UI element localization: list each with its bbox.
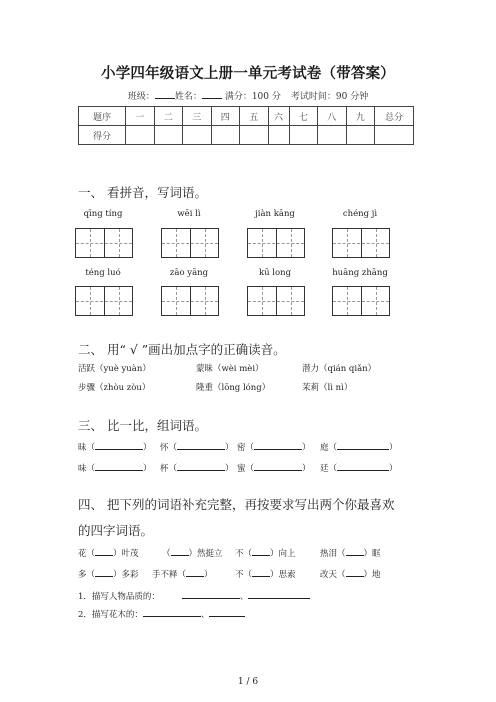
idiom-item	[152, 567, 213, 580]
section-4-title-line1: 四、 把下列的词语补充完整，再按要求写出两个你最喜欢	[78, 497, 395, 512]
header-cell: 总分	[375, 107, 414, 126]
idiom-prefix: 不（	[235, 570, 253, 580]
writing-grid[interactable]	[332, 228, 390, 258]
score-cell[interactable]	[346, 126, 375, 145]
answer-blank[interactable]	[209, 607, 245, 617]
compare-char: 怀	[160, 443, 169, 453]
idiom-suffix: ）向上	[270, 549, 296, 559]
pinyin-label: jiàn kāng	[255, 209, 295, 219]
idiom-prefix: 花（	[78, 549, 96, 559]
name-label: 姓名：	[174, 92, 202, 102]
answer-blank[interactable]	[177, 440, 225, 450]
class-blank	[155, 89, 175, 99]
header-cell: 题序	[79, 107, 126, 126]
answer-blank[interactable]	[248, 589, 310, 599]
compare-item: 昧（ ）	[78, 440, 152, 453]
idiom-item	[320, 546, 381, 559]
idiom-blank[interactable]	[95, 546, 113, 556]
name-blank	[202, 89, 222, 99]
section-3-title: 三、 比一比，组词语。	[78, 418, 207, 433]
compare-char: 杯	[160, 464, 169, 474]
answer-blank[interactable]	[337, 440, 389, 450]
section-2-title: 二、 用“ √ ”画出加点字的正确读音。	[78, 342, 286, 357]
compare-char: 庭	[320, 443, 329, 453]
compare-char: 味	[78, 464, 87, 474]
answer-blank[interactable]	[254, 440, 302, 450]
header-cell: 三	[183, 107, 212, 126]
answer-blank[interactable]	[95, 461, 143, 471]
idiom-suffix: ）眶	[363, 549, 381, 559]
score-input-row	[79, 126, 414, 145]
reading-item: 潜力（qián qiǎn）	[302, 364, 377, 374]
compare-item: 怀（ ）	[160, 440, 234, 453]
question-2	[78, 607, 245, 620]
page-title: 小学四年级语文上册一单元考试卷（带答案）	[101, 65, 395, 82]
answer-blank[interactable]	[143, 607, 201, 617]
header-cell: 四	[211, 107, 240, 126]
idiom-item	[78, 546, 139, 559]
compare-item: 杯（ ）	[160, 461, 234, 474]
compare-char: 廷	[320, 464, 329, 474]
writing-grid[interactable]	[332, 286, 390, 316]
idiom-prefix: （	[162, 549, 171, 559]
idiom-item	[320, 567, 381, 580]
idiom-item	[235, 567, 296, 580]
score-cell[interactable]	[183, 126, 212, 145]
writing-grid[interactable]	[247, 286, 305, 316]
idiom-item	[162, 546, 223, 559]
compare-char: 蜜	[237, 464, 246, 474]
writing-grid[interactable]	[75, 228, 133, 258]
compare-item: 密（ ）	[237, 440, 311, 453]
reading-item: 隆重（lōng lóng）	[196, 383, 271, 393]
score-header-row	[79, 107, 414, 126]
idiom-prefix: 热泪（	[320, 549, 346, 559]
pinyin-label: wēi lì	[177, 209, 201, 219]
question-2-label: 2．描写花木的：	[78, 610, 143, 620]
header-cell: 二	[154, 107, 183, 126]
idiom-blank[interactable]	[346, 546, 364, 556]
score-cell[interactable]	[126, 126, 155, 145]
score-cell[interactable]	[268, 126, 289, 145]
question-1	[78, 589, 310, 602]
score-label-cell: 得分	[79, 126, 126, 145]
idiom-item	[235, 546, 296, 559]
page-number: 1 / 6	[237, 677, 259, 687]
idiom-blank[interactable]	[346, 567, 364, 577]
exam-info	[0, 89, 496, 102]
answer-blank[interactable]	[337, 461, 389, 471]
reading-item: 步骤（zhòu zòu）	[78, 383, 151, 393]
writing-grid[interactable]	[161, 286, 219, 316]
compare-item: 廷（ ）	[320, 461, 398, 474]
answer-blank[interactable]	[177, 461, 225, 471]
exam-time: 考试时间：90 分钟	[290, 92, 369, 102]
full-score: 满分：100 分	[224, 92, 281, 102]
answer-blank[interactable]	[254, 461, 302, 471]
score-cell[interactable]	[289, 126, 318, 145]
reading-item: 蒙昧（wèi mèi）	[196, 364, 264, 374]
header-cell: 八	[318, 107, 347, 126]
pinyin-label: téng luó	[85, 268, 121, 278]
idiom-suffix: ）	[204, 570, 213, 580]
idiom-suffix: ）叶茂	[113, 549, 139, 559]
answer-blank[interactable]	[182, 589, 240, 599]
score-cell[interactable]	[375, 126, 414, 145]
compare-item: 味（ ）	[78, 461, 152, 474]
header-cell: 六	[268, 107, 289, 126]
idiom-item	[78, 567, 139, 580]
score-cell[interactable]	[240, 126, 269, 145]
idiom-prefix: 手不释（	[152, 570, 187, 580]
compare-char: 密	[237, 443, 246, 453]
idiom-suffix: ）地	[363, 570, 381, 580]
pinyin-label: qīng tíng	[83, 209, 123, 219]
pinyin-label: kū long	[258, 268, 292, 278]
pinyin-label: chéng jì	[342, 209, 378, 219]
compare-item: 庭（ ）	[320, 440, 398, 453]
header-cell: 一	[126, 107, 155, 126]
section-4-title-line2: 的四字词语。	[78, 523, 154, 538]
idiom-prefix: 多（	[78, 570, 96, 580]
pinyin-label: huāng zhāng	[332, 268, 388, 278]
score-cell[interactable]	[211, 126, 240, 145]
reading-item: 活跃（yuè yuàn）	[78, 364, 151, 374]
compare-char: 昧	[78, 443, 87, 453]
writing-grid[interactable]	[247, 228, 305, 258]
idiom-blank[interactable]	[95, 567, 113, 577]
idiom-blank[interactable]	[171, 546, 189, 556]
score-table	[78, 106, 414, 145]
idiom-blank[interactable]	[252, 546, 270, 556]
answer-blank[interactable]	[95, 440, 143, 450]
header-cell: 五	[240, 107, 269, 126]
writing-grid[interactable]	[161, 228, 219, 258]
idiom-suffix: ）然挺立	[188, 549, 223, 559]
header-cell: 九	[346, 107, 375, 126]
score-cell[interactable]	[318, 126, 347, 145]
compare-item: 蜜（ ）	[237, 461, 311, 474]
idiom-suffix: ）多彩	[113, 570, 139, 580]
pinyin-label: zāo yāng	[169, 268, 209, 278]
score-cell[interactable]	[154, 126, 183, 145]
reading-item: 茉莉（lì nì）	[302, 383, 353, 393]
idiom-blank[interactable]	[186, 567, 204, 577]
idiom-prefix: 改天（	[320, 570, 346, 580]
separator: 、	[200, 610, 210, 620]
idiom-prefix: 不（	[235, 549, 253, 559]
idiom-blank[interactable]	[252, 567, 270, 577]
class-label: 班级：	[127, 92, 155, 102]
idiom-suffix: ）思索	[270, 570, 296, 580]
question-1-label: 1．描写人物品质的：	[78, 592, 160, 602]
writing-grid[interactable]	[75, 286, 133, 316]
separator: 、	[239, 592, 249, 602]
section-1-title: 一、 看拼音，写词语。	[78, 185, 207, 200]
header-cell: 七	[289, 107, 318, 126]
